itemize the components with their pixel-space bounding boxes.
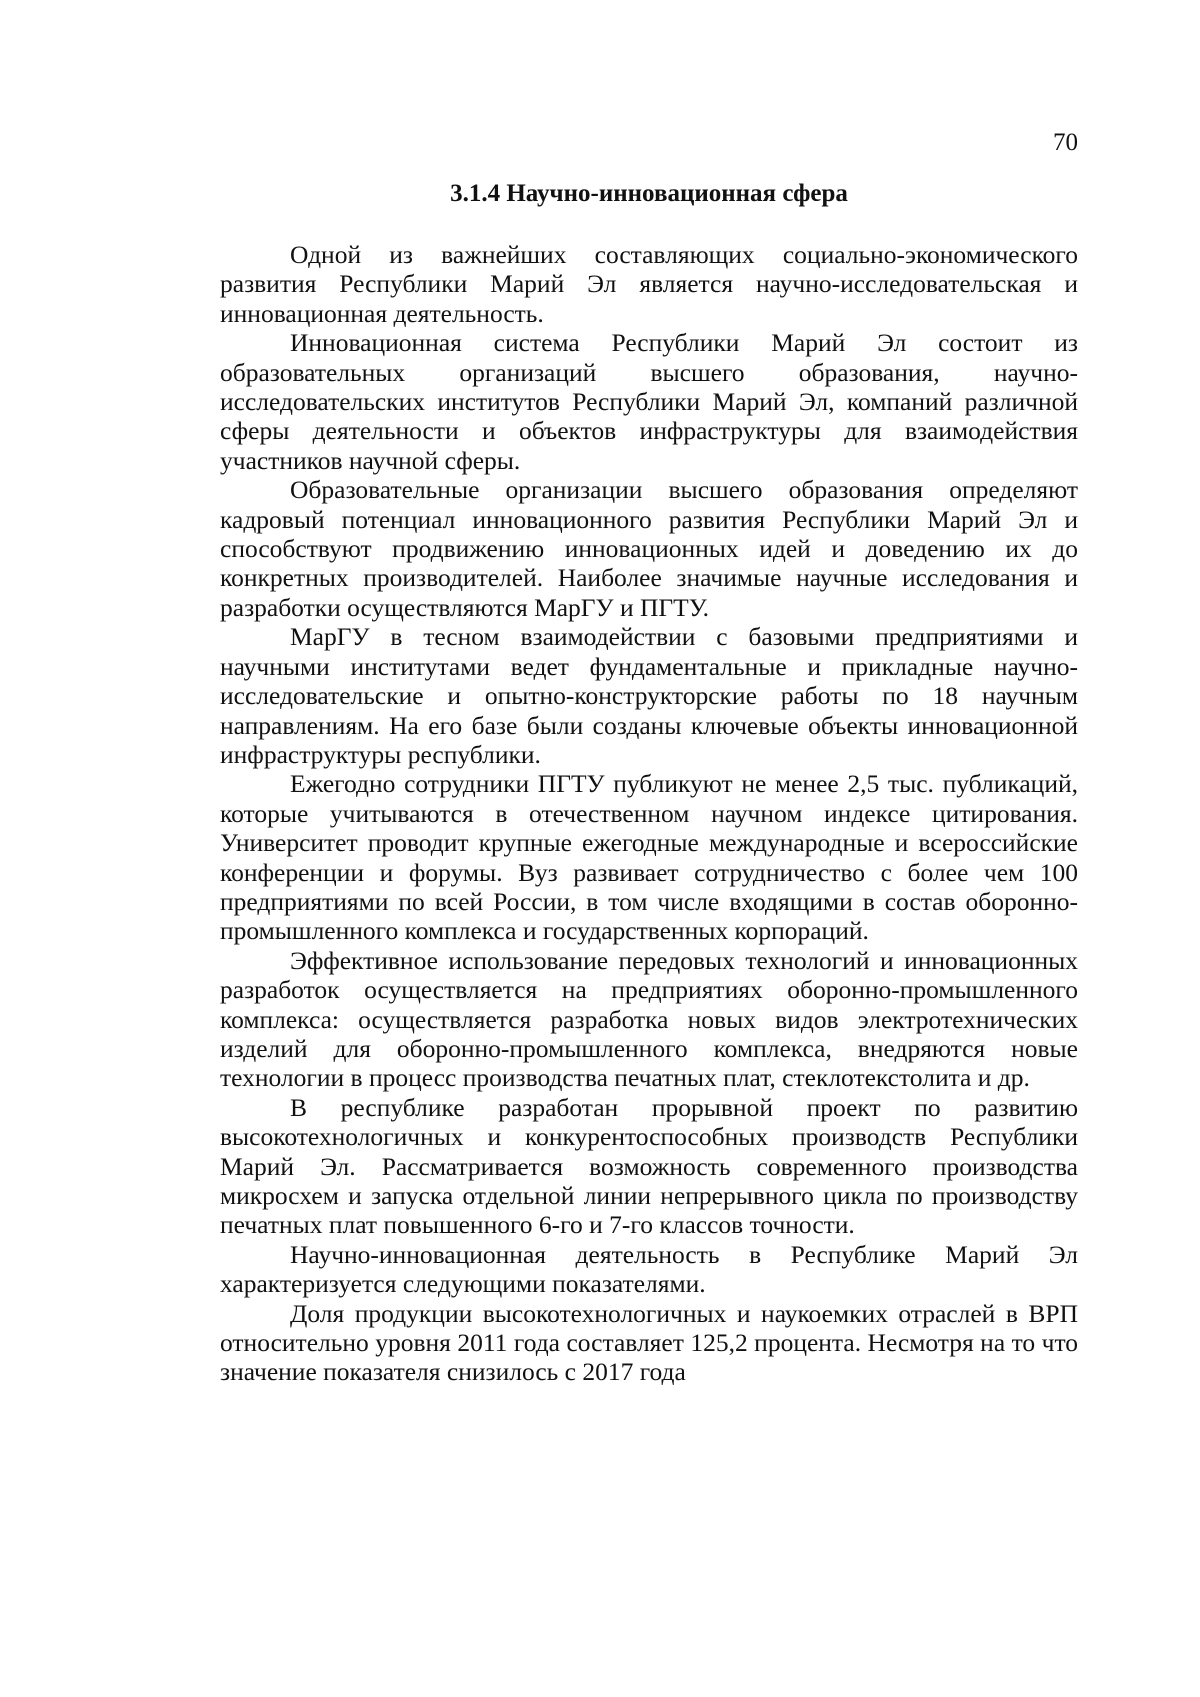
paragraph: Ежегодно сотрудники ПГТУ публикуют не менее 2,5 тыс. публикаций, которые учитываются в отечественном научном индексе цитирования. Университет проводит крупные ежегодные международные и всероссийские конференции и форумы. Вуз развивает сотрудничество с более чем 100 предприятиями по всей России, в том числе входящими в состав оборонно-промышленного комплекса и государственных корпораций. bbox=[220, 769, 1078, 946]
paragraph: Образовательные организации высшего образования определяют кадровый потенциал инновационного развития Республики Марий Эл и способствуют продвижению инновационных идей и доведению их до конкретных производителей. Наиболее значимые научные исследования и разработки осуществляются МарГУ и ПГТУ. bbox=[220, 475, 1078, 622]
paragraph: Инновационная система Республики Марий Эл состоит из образовательных организаций высшего образования, научно-исследовательских институтов Республики Марий Эл, компаний различной сферы деятельности и объектов инфраструктуры для взаимодействия участников научной сферы. bbox=[220, 328, 1078, 475]
page-number: 70 bbox=[1053, 129, 1078, 156]
paragraph: Доля продукции высокотехнологичных и наукоемких отраслей в ВРП относительно уровня 2011 года составляет 125,2 процента. Несмотря на то что значение показателя снизилось с 2017 года bbox=[220, 1298, 1078, 1387]
section-heading: 3.1.4 Научно-инновационная сфера bbox=[450, 180, 848, 207]
paragraph: Эффективное использование передовых технологий и инновационных разработок осуществляется на предприятиях оборонно-промышленного комплекса: осуществляется разработка новых видов электротехнических изделий для оборонно-промышленного комплекса, внедряются новые технологии в процесс производства печатных плат, стеклотекстолита и др. bbox=[220, 945, 1078, 1093]
paragraph: В республике разработан прорывной проект по развитию высокотехнологичных и конкурентоспособных производств Республики Марий Эл. Рассматривается возможность современного производства микросхем и запуска отдельной линии непрерывного цикла по производству печатных плат повышенного 6-го и 7-го классов точности. bbox=[220, 1092, 1078, 1240]
body-text bbox=[220, 240, 1078, 1387]
paragraph: МарГУ в тесном взаимодействии с базовыми предприятиями и научными институтами ведет фундаментальные и прикладные научно-исследовательские и опытно-конструкторские работы по 18 научным направлениям. На его базе были созданы ключевые объекты инновационной инфраструктуры республики. bbox=[220, 622, 1078, 769]
paragraph: Научно-инновационная деятельность в Республике Марий Эл характеризуется следующими показателями. bbox=[220, 1239, 1078, 1299]
paragraph: Одной из важнейших составляющих социально-экономического развития Республики Марий Эл является научно-исследовательская и инновационная деятельность. bbox=[220, 240, 1078, 328]
